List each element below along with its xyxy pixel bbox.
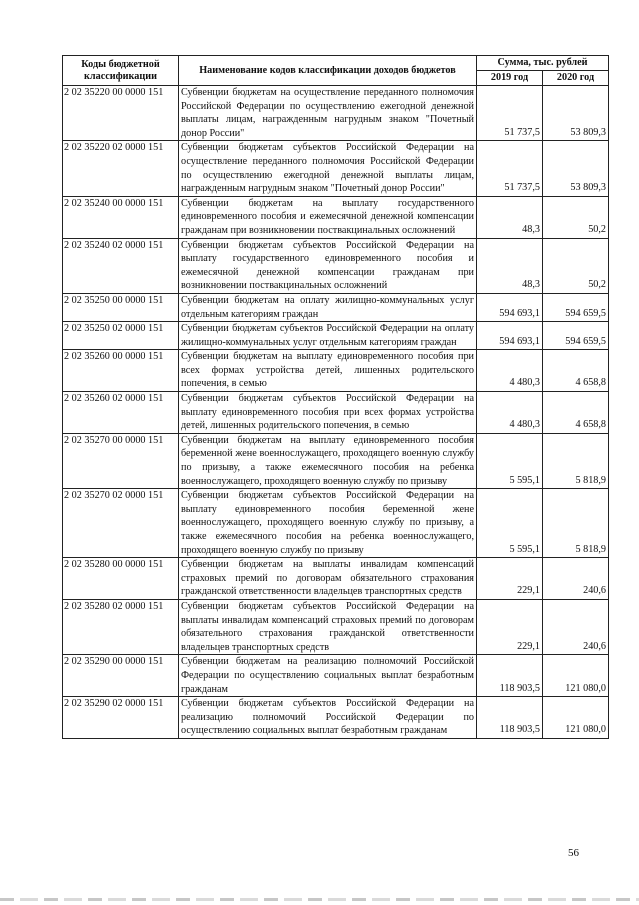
row-value-2019-cell: 229,1 xyxy=(477,599,543,654)
row-code-cell: 2 02 35250 00 0000 151 xyxy=(63,293,179,321)
row-code-cell: 2 02 35250 02 0000 151 xyxy=(63,322,179,350)
table-row xyxy=(63,196,609,238)
column-header-code: Коды бюджетной классификации xyxy=(63,56,179,86)
row-value-2019-cell: 118 903,5 xyxy=(477,655,543,697)
row-value-2019-cell: 5 595,1 xyxy=(477,433,543,488)
column-header-sum: Сумма, тыс. рублей xyxy=(477,56,609,71)
row-name-cell: Субвенции бюджетам субъектов Российской Федерации на осуществление переданного полномочия Российской Федерации по осуществлению ежегодной денежной выплаты лицам, награжденным нагрудным знаком "Почетный донор России" xyxy=(179,141,477,196)
column-header-2020: 2020 год xyxy=(543,71,609,86)
row-name-cell: Субвенции бюджетам на выплату государственного единовременного пособия и ежемесячной денежной компенсации гражданам при возникновении поствакцинальных осложнений xyxy=(179,196,477,238)
row-value-2020-cell: 121 080,0 xyxy=(543,655,609,697)
row-code-cell: 2 02 35240 02 0000 151 xyxy=(63,238,179,293)
table-row xyxy=(63,489,609,558)
row-code-cell: 2 02 35290 02 0000 151 xyxy=(63,697,179,739)
row-name-cell: Субвенции бюджетам субъектов Российской Федерации на выплату государственного единовременного пособия и ежемесячной денежной компенсации гражданам при возникновении поствакцинальных осложнений xyxy=(179,238,477,293)
row-code-cell: 2 02 35260 00 0000 151 xyxy=(63,350,179,392)
table-row xyxy=(63,293,609,321)
column-header-2019: 2019 год xyxy=(477,71,543,86)
table-row xyxy=(63,433,609,488)
row-name-cell: Субвенции бюджетам на осуществление переданного полномочия Российской Федерации по осуществлению ежегодной денежной выплаты лицам, награжденным нагрудным знаком "Почетный донор России" xyxy=(179,86,477,141)
row-name-cell: Субвенции бюджетам на выплату единовременного пособия беременной жене военнослужащего, проходящего военную службу по призыву, а также ежемесячного пособия на ребенка военнослужащего, проходящего военную службу по призыву xyxy=(179,433,477,488)
row-value-2019-cell: 229,1 xyxy=(477,558,543,600)
row-name-cell: Субвенции бюджетам субъектов Российской Федерации на реализацию полномочий Российской Федерации по осуществлению социальных выплат безработным гражданам xyxy=(179,697,477,739)
row-value-2020-cell: 121 080,0 xyxy=(543,697,609,739)
row-value-2019-cell: 594 693,1 xyxy=(477,293,543,321)
row-value-2019-cell: 48,3 xyxy=(477,238,543,293)
row-code-cell: 2 02 35290 00 0000 151 xyxy=(63,655,179,697)
row-code-cell: 2 02 35270 00 0000 151 xyxy=(63,433,179,488)
header-row-top xyxy=(63,56,609,71)
scan-edge-mark xyxy=(0,898,639,901)
row-value-2020-cell: 53 809,3 xyxy=(543,141,609,196)
row-code-cell: 2 02 35220 02 0000 151 xyxy=(63,141,179,196)
table-body xyxy=(63,86,609,739)
row-value-2020-cell: 594 659,5 xyxy=(543,322,609,350)
row-value-2020-cell: 240,6 xyxy=(543,599,609,654)
row-code-cell: 2 02 35280 00 0000 151 xyxy=(63,558,179,600)
row-value-2019-cell: 51 737,5 xyxy=(477,141,543,196)
row-value-2020-cell: 594 659,5 xyxy=(543,293,609,321)
row-value-2019-cell: 118 903,5 xyxy=(477,697,543,739)
budget-revenue-table xyxy=(62,55,609,739)
table-row xyxy=(63,238,609,293)
row-name-cell: Субвенции бюджетам на выплату единовременного пособия при всех формах устройства детей, лишенных родительского попечения, в семью xyxy=(179,350,477,392)
row-value-2020-cell: 4 658,8 xyxy=(543,392,609,434)
row-value-2019-cell: 594 693,1 xyxy=(477,322,543,350)
row-value-2020-cell: 5 818,9 xyxy=(543,433,609,488)
row-name-cell: Субвенции бюджетам субъектов Российской Федерации на оплату жилищно-коммунальных услуг отдельным категориям граждан xyxy=(179,322,477,350)
row-name-cell: Субвенции бюджетам на реализацию полномочий Российской Федерации по осуществлению социальных выплат безработным гражданам xyxy=(179,655,477,697)
row-value-2020-cell: 240,6 xyxy=(543,558,609,600)
table-row xyxy=(63,599,609,654)
row-value-2019-cell: 4 480,3 xyxy=(477,392,543,434)
row-code-cell: 2 02 35260 02 0000 151 xyxy=(63,392,179,434)
row-name-cell: Субвенции бюджетам субъектов Российской Федерации на выплату единовременного пособия при всех формах устройства детей, лишенных родительского попечения, в семью xyxy=(179,392,477,434)
row-name-cell: Субвенции бюджетам на оплату жилищно-коммунальных услуг отдельным категориям граждан xyxy=(179,293,477,321)
row-code-cell: 2 02 35240 00 0000 151 xyxy=(63,196,179,238)
row-code-cell: 2 02 35280 02 0000 151 xyxy=(63,599,179,654)
row-name-cell: Субвенции бюджетам на выплаты инвалидам компенсаций страховых премий по договорам обязательного страхования гражданской ответственности владельцев транспортных средств xyxy=(179,558,477,600)
row-code-cell: 2 02 35270 02 0000 151 xyxy=(63,489,179,558)
table-row xyxy=(63,697,609,739)
row-value-2019-cell: 5 595,1 xyxy=(477,489,543,558)
row-value-2019-cell: 4 480,3 xyxy=(477,350,543,392)
table-row xyxy=(63,655,609,697)
row-name-cell: Субвенции бюджетам субъектов Российской Федерации на выплату единовременного пособия беременной жене военнослужащего, проходящего военную службу по призыву, а также ежемесячного пособия на ребенка военнослужащего, проходящего военную службу по призыву xyxy=(179,489,477,558)
table-row xyxy=(63,350,609,392)
row-name-cell: Субвенции бюджетам субъектов Российской Федерации на выплаты инвалидам компенсаций страховых премий по договорам обязательного страхования гражданской ответственности владельцев транспортных средств xyxy=(179,599,477,654)
column-header-name: Наименование кодов классификации доходов бюджетов xyxy=(179,56,477,86)
row-value-2019-cell: 48,3 xyxy=(477,196,543,238)
row-code-cell: 2 02 35220 00 0000 151 xyxy=(63,86,179,141)
row-value-2019-cell: 51 737,5 xyxy=(477,86,543,141)
table-row xyxy=(63,86,609,141)
page-number: 56 xyxy=(568,847,579,859)
table-row xyxy=(63,322,609,350)
row-value-2020-cell: 50,2 xyxy=(543,196,609,238)
table-row xyxy=(63,392,609,434)
row-value-2020-cell: 53 809,3 xyxy=(543,86,609,141)
row-value-2020-cell: 4 658,8 xyxy=(543,350,609,392)
row-value-2020-cell: 50,2 xyxy=(543,238,609,293)
budget-revenue-table-page xyxy=(62,55,608,739)
row-value-2020-cell: 5 818,9 xyxy=(543,489,609,558)
table-row xyxy=(63,558,609,600)
table-row xyxy=(63,141,609,196)
